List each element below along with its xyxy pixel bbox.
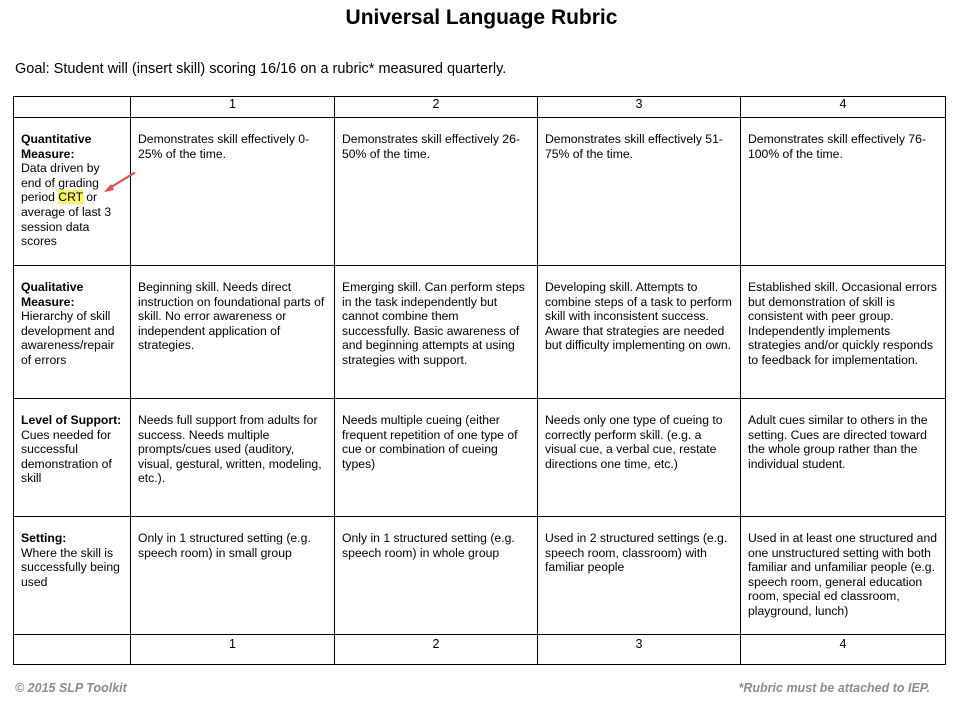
goal-statement: Goal: Student will (insert skill) scoring 16/16 on a rubric* measured quarterly. <box>15 61 507 77</box>
annotation-arrow-icon <box>102 170 136 194</box>
rubric-cell: Demonstrates skill effectively 51-75% of the time. <box>538 118 741 266</box>
rubric-cell: Demonstrates skill effectively 76-100% of the time. <box>741 118 946 266</box>
row-description: Data driven by end of grading period <box>21 161 100 205</box>
row-heading-cell <box>14 517 131 635</box>
rubric-cell: Needs multiple cueing (either frequent repetition of one type of cue or combination of cueing types) <box>335 399 538 517</box>
rubric-cell: Beginning skill. Needs direct instruction on foundational parts of skill. No error awareness or independent application of strategies. <box>131 266 335 399</box>
copyright-text: © 2015 SLP Toolkit <box>15 681 127 695</box>
score-footer: 4 <box>741 635 946 665</box>
rubric-cell: Used in at least one structured and one unstructured setting with both familiar and unfamiliar people (e.g. speech room, general education room, special ed classroom, playground, lunch) <box>741 517 946 635</box>
corner-cell <box>14 97 131 118</box>
row-heading: Setting: <box>21 531 67 545</box>
score-header: 2 <box>335 97 538 118</box>
rubric-cell: Established skill. Occasional errors but demonstration of skill is consistent with peer group. Independently implements strategies and/or quickly responds to feedback for implementation. <box>741 266 946 399</box>
score-footer: 1 <box>131 635 335 665</box>
rubric-row-qualitative <box>14 266 946 399</box>
rubric-cell: Demonstrates skill effectively 26-50% of the time. <box>335 118 538 266</box>
row-description: Where the skill is successfully being used <box>21 545 120 589</box>
rubric-cell: Needs only one type of cueing to correctly perform skill. (e.g. a visual cue, a verbal cue, restate directions one time, etc.) <box>538 399 741 517</box>
rubric-cell: Emerging skill. Can perform steps in the task independently but cannot combine them successfully. Basic awareness of and beginning attempts at using strategies with support. <box>335 266 538 399</box>
row-heading: Quantitative Measure: <box>21 132 92 161</box>
score-header: 1 <box>131 97 335 118</box>
rubric-row-setting <box>14 517 946 635</box>
rubric-cell: Demonstrates skill effectively 0-25% of the time. <box>131 118 335 266</box>
rubric-cell: Only in 1 structured setting (e.g. speech room) in small group <box>131 517 335 635</box>
score-footer: 2 <box>335 635 538 665</box>
row-description: Hierarchy of skill development and awareness/repair of errors <box>21 309 115 367</box>
rubric-cell: Used in 2 structured settings (e.g. speech room, classroom) with familiar people <box>538 517 741 635</box>
row-heading-cell <box>14 266 131 399</box>
score-header: 3 <box>538 97 741 118</box>
highlighted-term: CRT <box>58 190 83 205</box>
footer-note: *Rubric must be attached to IEP. <box>738 681 930 695</box>
rubric-cell: Adult cues similar to others in the setting. Cues are directed toward the whole group rather than the individual student. <box>741 399 946 517</box>
corner-cell <box>14 635 131 665</box>
row-heading: Qualitative Measure: <box>21 280 84 309</box>
row-description: or average of last 3 session data scores <box>21 190 112 249</box>
rubric-row-quantitative <box>14 118 946 266</box>
row-description: Cues needed for successful demonstration of skill <box>21 427 112 486</box>
row-heading: Level of Support: <box>21 413 122 427</box>
rubric-cell: Only in 1 structured setting (e.g. speech room) in whole group <box>335 517 538 635</box>
rubric-table <box>13 96 946 665</box>
score-footer-row <box>14 635 946 665</box>
rubric-row-support <box>14 399 946 517</box>
score-footer: 3 <box>538 635 741 665</box>
rubric-cell: Developing skill. Attempts to combine steps of a task to perform skill with inconsistent success. Aware that strategies are needed but difficulty implementing on own. <box>538 266 741 399</box>
row-heading-cell <box>14 399 131 517</box>
page-title: Universal Language Rubric <box>345 6 618 29</box>
score-header-row <box>14 97 946 118</box>
rubric-cell: Needs full support from adults for success. Needs multiple prompts/cues used (auditory, visual, gestural, written, modeling, etc.). <box>131 399 335 517</box>
score-header: 4 <box>741 97 946 118</box>
